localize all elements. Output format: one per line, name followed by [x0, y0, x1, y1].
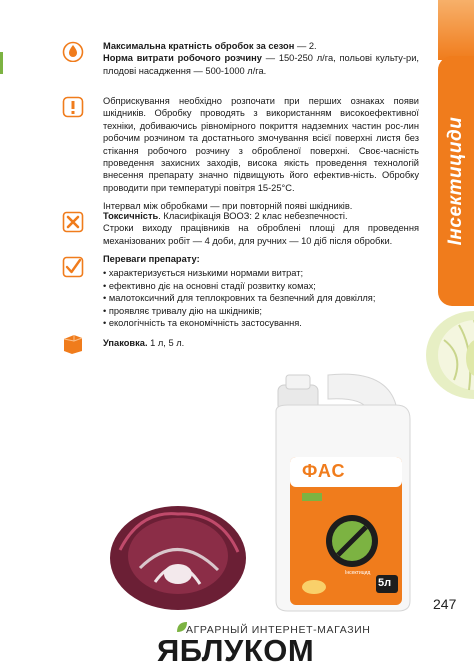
treatment-interval: Інтервал між обробками — при повторній появі шкідників. — [103, 201, 353, 212]
checkmark-icon — [62, 256, 84, 278]
toxicity-cross-icon — [62, 211, 84, 233]
shop-name-logo: ЯБЛУКОМ — [157, 633, 315, 668]
section-usage-instructions — [103, 95, 419, 213]
category-tab-label: Інсектициди — [445, 116, 466, 246]
advantages-title — [103, 253, 419, 265]
left-edge-marker — [0, 52, 3, 74]
section-application-rates — [103, 40, 419, 77]
advantage-item: • ефективно діє на основні стадії розвитку комах; — [103, 280, 419, 292]
advantage-item: • малотоксичний для теплокровних та безпечний для довкілля; — [103, 292, 419, 304]
section-advantages — [103, 253, 419, 329]
shop-subtitle: АГРАРНЫЙ ИНТЕРНЕТ-МАГАЗИН — [186, 624, 371, 636]
toxicity-line — [103, 210, 419, 222]
advantage-item: • характеризується низькими нормами витрат; — [103, 267, 419, 279]
packaging-sizes: 1 л, 5 л. — [147, 338, 185, 348]
solution-rate-label: Норма витрати робочого розчину — [103, 53, 262, 64]
canister-brand: ФАС — [302, 461, 346, 481]
package-box-icon — [62, 333, 84, 355]
max-treatments-label: Максимальна кратність обробок за сезон — [103, 41, 295, 51]
usage-paragraph: Обприскування необхідно розпочати при перших ознаках появи шкідників. Обробку проводять з використанням високоефективної техніки, добиваючись рівномірного покриття надземних частин рос-лин робочим розчином та достатнього змочування всієї поверхні листя без стікання робочого розчину з обробленої поверхні. Своє-часність проведення захисних заходів, висока якість проведення технологій внесення препарату значно підвищують його ефектив-ність. Обробку проводити при температурі повітря 15-25°С. — [103, 96, 419, 193]
cabbage-half-image — [414, 300, 474, 410]
solution-rate-line — [103, 52, 419, 77]
page-number: 247 — [433, 596, 457, 612]
advantage-item: • екологічність та економічність застосування. — [103, 317, 419, 329]
toxicity-class: . Класифікація ВООЗ: 2 клас небезпечності. — [158, 211, 348, 221]
red-cabbage-image — [100, 490, 250, 615]
section-toxicity — [103, 210, 419, 247]
tab-top-gradient — [438, 0, 474, 60]
category-tab — [438, 56, 474, 306]
canister-volume: 5л — [378, 577, 392, 589]
max-treatments-line — [103, 40, 419, 52]
packaging-label: Упаковка. — [103, 338, 148, 348]
advantage-item: • проявляє тривалу дію на шкідників; — [103, 305, 419, 317]
advantages-list — [103, 267, 419, 329]
max-treatments-value: — 2. — [294, 41, 317, 51]
product-canister-image — [268, 365, 418, 615]
section-packaging — [103, 337, 419, 349]
canister-subtitle: Інсектицид — [345, 570, 371, 576]
spray-drop-icon — [62, 40, 84, 62]
solution-rate-value: — 150-250 л/га, польові культу-ри, плодові насадження — 500-1000 л/га. — [103, 53, 419, 76]
exclamation-icon — [62, 96, 84, 118]
toxicity-label: Токсичність — [103, 211, 159, 221]
reentry-period: Строки виходу працівників на оброблені площі для проведення механізованих робіт — 4 доби, для ручних — 10 діб після обробки. — [103, 223, 419, 246]
advantages-title-text: Переваги препарату: — [103, 254, 200, 264]
